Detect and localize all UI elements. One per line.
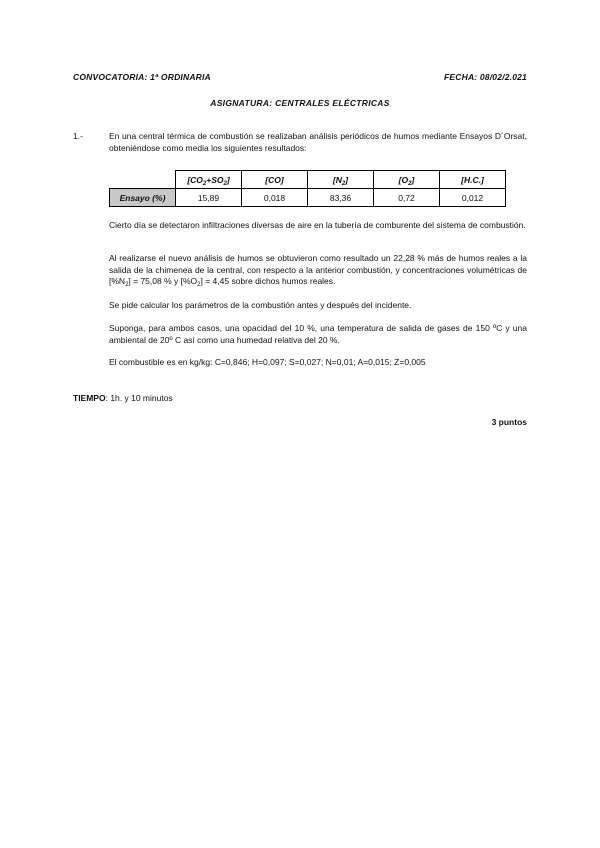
- task-paragraph: Se pide calcular los parámetros de la combustión antes y después del incidente.: [109, 300, 412, 310]
- table-cell: 83,36: [308, 189, 374, 207]
- new-analysis-paragraph: Al realizarse el nuevo análisis de humos se obtuvieron como resultado un 22,28 % más de humos reales a la salida de la chimenea de la central, con respecto a la anterior combustión, y concentraciones volumétricas de $[\%N_2] = 75,08$ % y $[\%O_2] = 4,45$ sobre dichos humos reales.: [109, 253, 527, 288]
- row-label: Ensayo (%): [110, 189, 176, 207]
- table-cell: 0,018: [242, 189, 308, 207]
- table-cell: 0,72: [374, 189, 440, 207]
- subject-title: ASIGNATURA: CENTRALES ELÉCTRICAS: [210, 98, 390, 108]
- col-header: [H.C.]: [440, 171, 506, 189]
- question-number: 1.-: [73, 131, 83, 141]
- points-value: 3 puntos: [491, 417, 527, 427]
- question-intro: En una central térmica de combustión se realizaban análisis periódicos de humos mediante Ensayos D´Orsat, obteniéndose como media los siguientes resultados:: [109, 131, 527, 153]
- table-header-row: [110, 171, 506, 189]
- table-cell: 15,89: [176, 189, 242, 207]
- assumptions-paragraph: Suponga, para ambos casos, una opacidad del 10 %, una temperatura de salida de gases de 150 ºC y una ambiental de 20º C así como una humedad relativa del 20 %.: [109, 323, 527, 345]
- exam-session: CONVOCATORIA: 1ª ORDINARIA: [73, 72, 211, 82]
- time-allowed: TIEMPO: 1h. y 10 minutos: [73, 393, 173, 403]
- table-corner: [110, 171, 176, 189]
- col-header: $[N_2]$: [308, 171, 374, 189]
- col-header: [CO]: [242, 171, 308, 189]
- table-row: [110, 189, 506, 207]
- fuel-composition: El combustible es en kg/kg: C=0,846; H=0,097; S=0,027; N=0,01; A=0,015; Z=0,005: [109, 357, 426, 367]
- orsat-results-table: [109, 170, 506, 207]
- exam-date: FECHA: 08/02/2.021: [444, 72, 527, 82]
- infiltration-paragraph: Cierto día se detectaron infiltraciones diversas de aire en la tubería de comburente del sistema de combustión.: [109, 220, 526, 230]
- col-header: $[CO_2+SO_2]$: [176, 171, 242, 189]
- table-cell: 0,012: [440, 189, 506, 207]
- col-header: $[O_2]$: [374, 171, 440, 189]
